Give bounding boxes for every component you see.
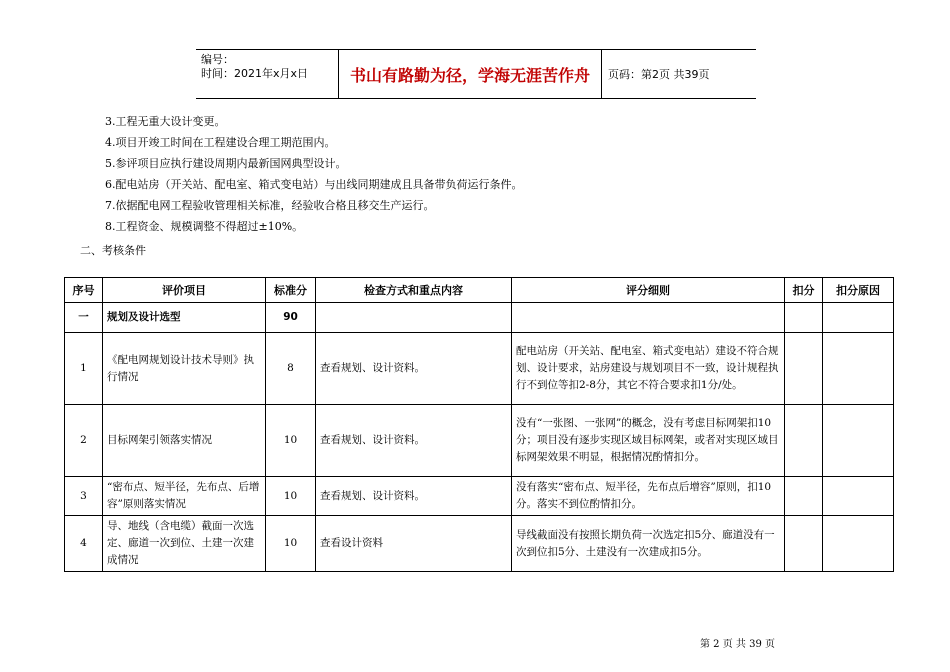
page-header xyxy=(196,49,756,99)
header-reason: 扣分原因 xyxy=(823,278,894,303)
cell-rule: 没有“一张图、一张网”的概念，没有考虑目标网架扣10分；项目没有逐步实现区域目标网架，或者对实现区域目标网架效果不明显，根据情况酌情扣分。 xyxy=(512,405,785,477)
cell-reason xyxy=(823,405,894,477)
page-footer: 第 2 页 共 39 页 xyxy=(700,639,775,650)
paragraph-3: 3.工程无重大设计变更。 xyxy=(105,115,226,128)
header-no: 序号 xyxy=(65,278,103,303)
table-row xyxy=(65,405,894,477)
cell-score: 10 xyxy=(266,477,316,516)
time-label: 时间：2021年x月x日 xyxy=(201,67,309,80)
cell-check: 查看设计资料 xyxy=(316,516,512,572)
header-info xyxy=(196,50,339,98)
cell-item: 《配电网规划设计技术导则》执行情况 xyxy=(103,333,266,405)
header-rule: 评分细则 xyxy=(512,278,785,303)
cell-item: 目标网架引领落实情况 xyxy=(103,405,266,477)
paragraph-6: 6.配电站房（开关站、配电室、箱式变电站）与出线同期建成且具备带负荷运行条件。 xyxy=(105,178,523,191)
paragraph-7: 7.依据配电网工程验收管理相关标准，经验收合格且移交生产运行。 xyxy=(105,199,435,212)
evaluation-table xyxy=(64,277,894,572)
cell-rule: 没有落实“密布点、短半径，先布点后增容”原则，扣10分。落实不到位酌情扣分。 xyxy=(512,477,785,516)
header-item: 评价项目 xyxy=(103,278,266,303)
cell-rule: 导线截面没有按照长期负荷一次选定扣5分、廊道没有一次到位扣5分、土建没有一次建成扣5分。 xyxy=(512,516,785,572)
header-page-code: 页码：第2页 共39页 xyxy=(608,68,710,81)
paragraph-5: 5.参评项目应执行建设周期内最新国网典型设计。 xyxy=(105,157,347,170)
cell-deduct xyxy=(785,333,823,405)
cell-no: 3 xyxy=(65,477,103,516)
number-label: 编号： xyxy=(201,53,234,66)
table-header-row xyxy=(65,278,894,303)
cell-reason xyxy=(823,477,894,516)
cell-no: 2 xyxy=(65,405,103,477)
cell-check: 查看规划、设计资料。 xyxy=(316,333,512,405)
header-check: 检查方式和重点内容 xyxy=(316,278,512,303)
cell-rule xyxy=(512,303,785,333)
cell-item: “密布点、短半径，先布点、后增容”原则落实情况 xyxy=(103,477,266,516)
table-row xyxy=(65,333,894,405)
cell-deduct xyxy=(785,516,823,572)
table-row xyxy=(65,516,894,572)
cell-check: 查看规划、设计资料。 xyxy=(316,405,512,477)
cell-deduct xyxy=(785,405,823,477)
cell-check: 查看规划、设计资料。 xyxy=(316,477,512,516)
cell-deduct xyxy=(785,477,823,516)
table-row xyxy=(65,477,894,516)
cell-item: 规划及设计选型 xyxy=(103,303,266,333)
cell-reason xyxy=(823,516,894,572)
cell-rule: 配电站房（开关站、配电室、箱式变电站）建设不符合规划、设计要求，站房建设与规划项目不一致，设计规程执行不到位等扣2-8分，其它不符合要求扣1分/处。 xyxy=(512,333,785,405)
paragraph-8: 8.工程资金、规模调整不得超过±10%。 xyxy=(105,220,304,233)
header-score: 标准分 xyxy=(266,278,316,303)
cell-deduct xyxy=(785,303,823,333)
paragraph-4: 4.项目开竣工时间在工程建设合理工期范围内。 xyxy=(105,136,336,149)
cell-no: 一 xyxy=(65,303,103,333)
cell-reason xyxy=(823,303,894,333)
header-deduct: 扣分 xyxy=(785,278,823,303)
table-row xyxy=(65,303,894,333)
cell-no: 1 xyxy=(65,333,103,405)
cell-item: 导、地线（含电缆）截面一次选定、廊道一次到位、土建一次建成情况 xyxy=(103,516,266,572)
cell-check xyxy=(316,303,512,333)
cell-score: 8 xyxy=(266,333,316,405)
cell-reason xyxy=(823,333,894,405)
section-title: 二、考核条件 xyxy=(80,244,146,257)
cell-no: 4 xyxy=(65,516,103,572)
cell-score: 10 xyxy=(266,405,316,477)
cell-score: 90 xyxy=(266,303,316,333)
cell-score: 10 xyxy=(266,516,316,572)
header-motto: 书山有路勤为径，学海无涯苦作舟 xyxy=(339,50,602,98)
